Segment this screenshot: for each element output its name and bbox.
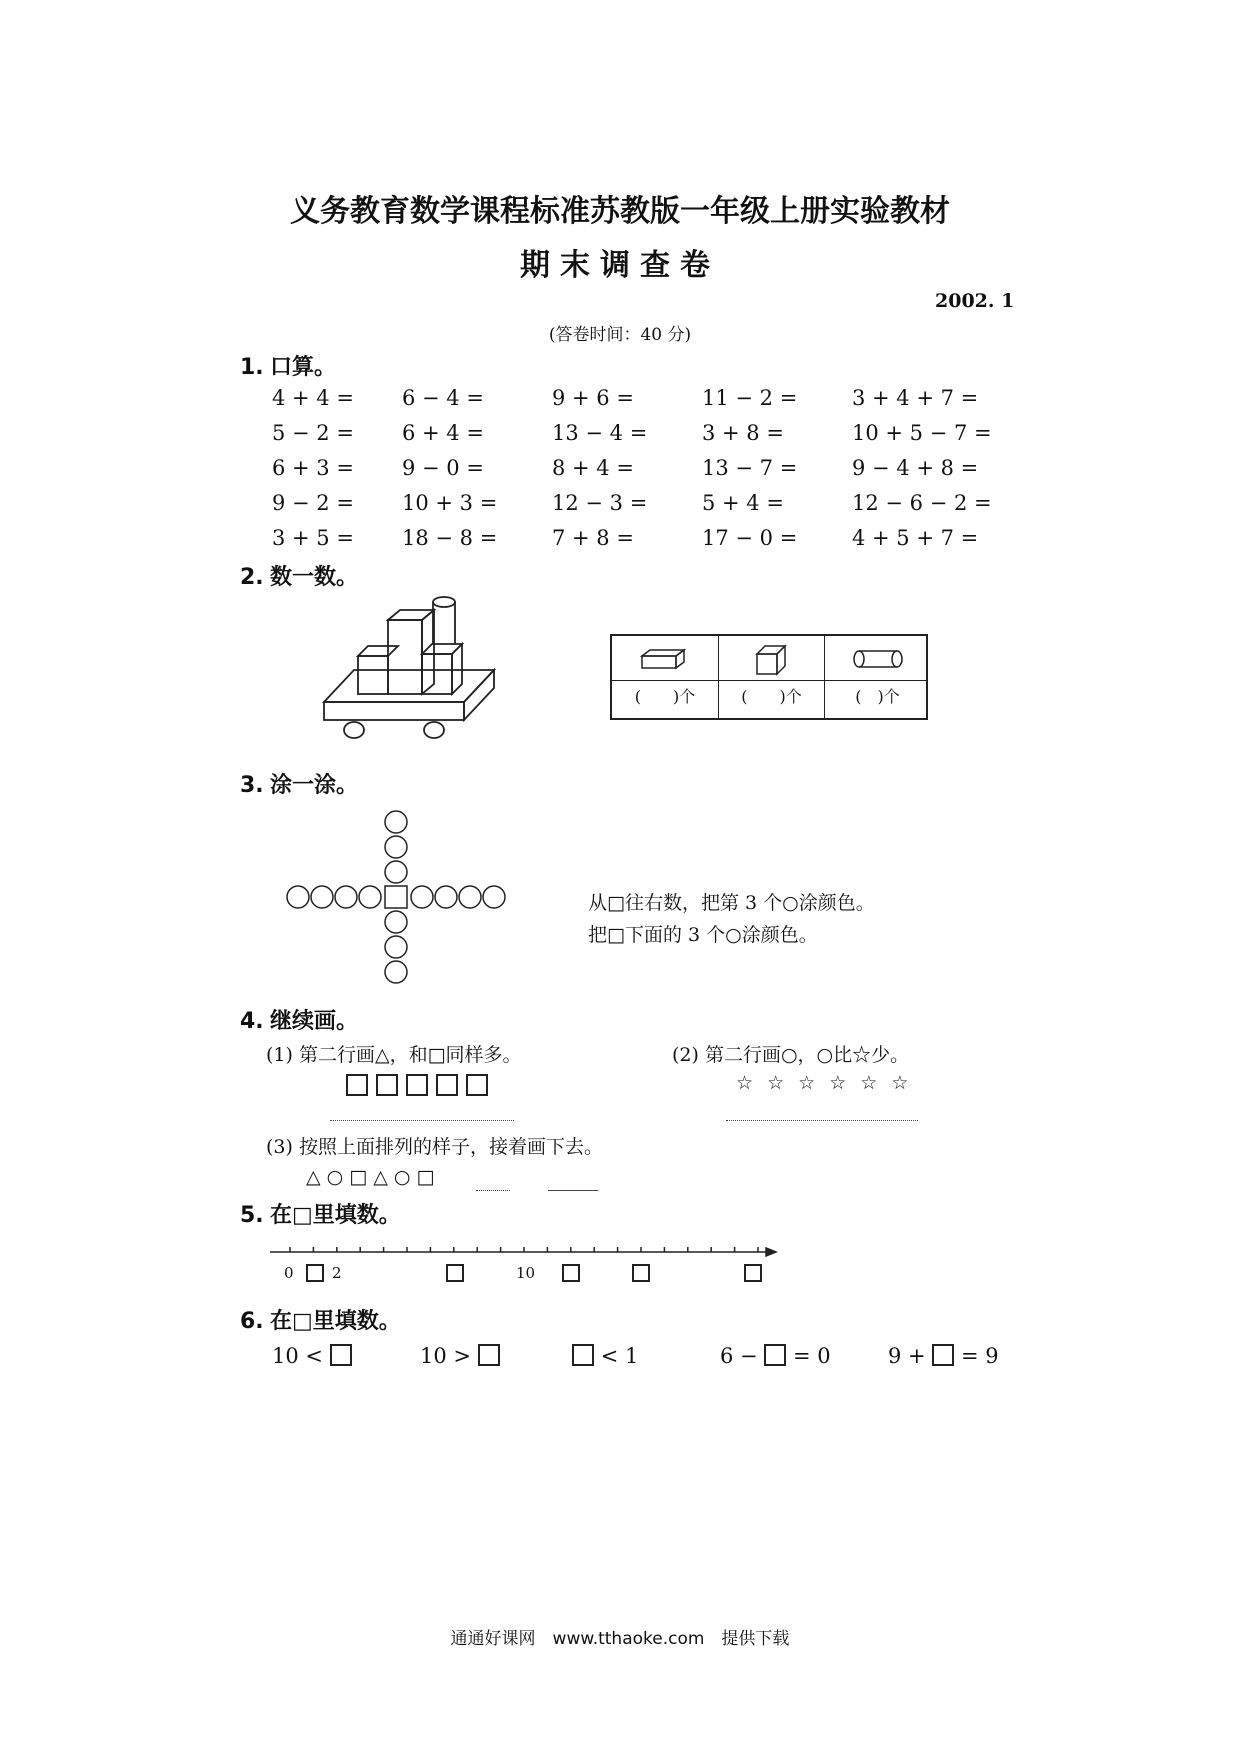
circle-cross-figure bbox=[276, 805, 516, 995]
oral-arithmetic-item: 9 + 6 = bbox=[552, 386, 634, 410]
number-line bbox=[270, 1240, 780, 1262]
shape-pattern: △ ○ □ △ ○ □ bbox=[306, 1166, 435, 1188]
circle-shape[interactable] bbox=[385, 936, 407, 958]
oral-arithmetic-item: 6 + 3 = bbox=[272, 456, 354, 480]
q6-item-5-left: 9 + bbox=[888, 1344, 926, 1368]
oral-arithmetic-item: 12 − 3 = bbox=[552, 491, 648, 515]
q3-instruction-1: 从□往右数，把第 3 个○涂颜色。 bbox=[588, 892, 875, 914]
block-train-figure bbox=[318, 592, 498, 742]
q6-item-3 bbox=[572, 1344, 638, 1368]
number-line-arrow bbox=[766, 1248, 776, 1256]
fill-box[interactable] bbox=[478, 1344, 500, 1366]
q6-heading-text: 在□里填数。 bbox=[270, 1309, 401, 1334]
q6-item-5-right: = 9 bbox=[961, 1344, 999, 1368]
number-blank-4[interactable] bbox=[632, 1264, 650, 1282]
oral-arithmetic-item: 5 + 4 = bbox=[702, 491, 784, 515]
q4-heading-text: 继续画。 bbox=[270, 1009, 359, 1034]
q2-heading bbox=[240, 560, 358, 591]
q4-part1: (1) 第二行画△，和□同样多。 bbox=[266, 1044, 522, 1066]
oral-arithmetic-item: 9 − 2 = bbox=[272, 491, 354, 515]
count-blank-3[interactable]: ( )个 bbox=[855, 687, 900, 706]
q2-heading-text: 数一数。 bbox=[270, 565, 359, 590]
q1-number: 1. bbox=[240, 355, 264, 380]
oral-arithmetic-item: 7 + 8 = bbox=[552, 526, 634, 550]
circle-shape[interactable] bbox=[359, 886, 381, 908]
q5-heading bbox=[240, 1198, 401, 1229]
oral-arithmetic-item: 13 − 7 = bbox=[702, 456, 798, 480]
q6-item-4-right: = 0 bbox=[793, 1344, 831, 1368]
number-line-label-2: 2 bbox=[332, 1264, 342, 1282]
time-note: (答卷时间：40 分) bbox=[548, 325, 692, 345]
circle-shape[interactable] bbox=[311, 886, 333, 908]
q4-part3: (3) 按照上面排列的样子，接着画下去。 bbox=[266, 1136, 603, 1158]
square-shape bbox=[466, 1074, 488, 1096]
count-blank-2[interactable]: ( )个 bbox=[741, 687, 802, 706]
q5-heading-text: 在□里填数。 bbox=[270, 1203, 401, 1228]
q4-heading bbox=[240, 1004, 358, 1035]
q6-item-2-left: 10 > bbox=[420, 1344, 471, 1368]
count-blank-1[interactable]: ( )个 bbox=[634, 687, 696, 706]
cylinder-icon bbox=[851, 648, 905, 670]
circle-shape[interactable] bbox=[385, 861, 407, 883]
oral-arithmetic-item: 12 − 6 − 2 = bbox=[852, 491, 992, 515]
answer-line-1[interactable] bbox=[330, 1120, 514, 1121]
oral-arithmetic-item: 10 + 5 − 7 = bbox=[852, 421, 992, 445]
q3-heading bbox=[240, 768, 358, 799]
fill-box[interactable] bbox=[330, 1344, 352, 1366]
circle-shape[interactable] bbox=[335, 886, 357, 908]
q6-heading bbox=[240, 1304, 401, 1335]
oral-arithmetic-item: 3 + 5 = bbox=[272, 526, 354, 550]
center-square bbox=[385, 886, 407, 908]
q3-instruction-2: 把□下面的 3 个○涂颜色。 bbox=[588, 924, 818, 946]
oral-arithmetic-item: 11 − 2 = bbox=[702, 386, 798, 410]
star-row: ☆ ☆ ☆ ☆ ☆ ☆ bbox=[736, 1072, 913, 1094]
square-shape bbox=[376, 1074, 398, 1096]
q6-item-5 bbox=[888, 1344, 999, 1368]
number-blank-1[interactable] bbox=[306, 1264, 324, 1282]
number-line-label-10: 10 bbox=[516, 1264, 536, 1282]
oral-arithmetic-item: 18 − 8 = bbox=[402, 526, 498, 550]
oral-arithmetic-item: 5 − 2 = bbox=[272, 421, 354, 445]
table-cell-cylinder bbox=[824, 636, 930, 718]
number-line-label-0: 0 bbox=[284, 1264, 294, 1282]
q6-item-4 bbox=[720, 1344, 831, 1368]
page-subtitle: 期末调查卷 bbox=[520, 248, 720, 283]
square-shape bbox=[406, 1074, 428, 1096]
answer-line-2[interactable] bbox=[726, 1120, 918, 1121]
q6-item-4-left: 6 − bbox=[720, 1344, 758, 1368]
q3-heading-text: 涂一涂。 bbox=[270, 773, 359, 798]
q4-number: 4. bbox=[240, 1009, 264, 1034]
oral-arithmetic-item: 10 + 3 = bbox=[402, 491, 498, 515]
circle-shape[interactable] bbox=[483, 886, 505, 908]
q5-number: 5. bbox=[240, 1203, 264, 1228]
q6-item-2 bbox=[420, 1344, 500, 1368]
fill-box[interactable] bbox=[932, 1344, 954, 1366]
oral-arithmetic-item: 17 − 0 = bbox=[702, 526, 798, 550]
square-shape bbox=[436, 1074, 458, 1096]
circle-shape[interactable] bbox=[435, 886, 457, 908]
number-blank-3[interactable] bbox=[562, 1264, 580, 1282]
number-blank-2[interactable] bbox=[446, 1264, 464, 1282]
oral-arithmetic-item: 8 + 4 = bbox=[552, 456, 634, 480]
oral-arithmetic-item: 6 + 4 = bbox=[402, 421, 484, 445]
pattern-blank-1[interactable] bbox=[476, 1190, 510, 1191]
q4-part2: (2) 第二行画○，○比☆少。 bbox=[672, 1044, 910, 1066]
circle-shape[interactable] bbox=[385, 961, 407, 983]
count-table bbox=[610, 634, 928, 720]
q3-number: 3. bbox=[240, 773, 264, 798]
q1-heading-text: 口算。 bbox=[270, 355, 337, 380]
oral-arithmetic-item: 4 + 4 = bbox=[272, 386, 354, 410]
oral-arithmetic-item: 9 − 0 = bbox=[402, 456, 484, 480]
oral-arithmetic-item: 6 − 4 = bbox=[402, 386, 484, 410]
page-title: 义务教育数学课程标准苏教版一年级上册实验教材 bbox=[290, 194, 950, 229]
table-cell-cube bbox=[718, 636, 824, 718]
q1-heading bbox=[240, 350, 336, 381]
oral-arithmetic-item: 9 − 4 + 8 = bbox=[852, 456, 979, 480]
oral-arithmetic-item: 13 − 4 = bbox=[552, 421, 648, 445]
circle-shape[interactable] bbox=[411, 886, 433, 908]
q2-number: 2. bbox=[240, 565, 264, 590]
cuboid-icon bbox=[640, 648, 690, 672]
pattern-blank-2[interactable] bbox=[548, 1190, 598, 1191]
fill-box[interactable] bbox=[764, 1344, 786, 1366]
circle-shape[interactable] bbox=[459, 886, 481, 908]
q6-item-1-left: 10 < bbox=[272, 1344, 323, 1368]
circle-shape[interactable] bbox=[287, 886, 309, 908]
exam-date: 2002. 1 bbox=[935, 290, 1015, 312]
square-row bbox=[346, 1074, 488, 1097]
circle-shape[interactable] bbox=[385, 911, 407, 933]
footer-credit: 通通好课网 www.tthaoke.com 提供下载 bbox=[450, 1629, 790, 1649]
oral-arithmetic-item: 3 + 8 = bbox=[702, 421, 784, 445]
circle-shape[interactable] bbox=[385, 836, 407, 858]
oral-arithmetic-item: 4 + 5 + 7 = bbox=[852, 526, 979, 550]
fill-box[interactable] bbox=[572, 1344, 594, 1366]
oral-arithmetic-item: 3 + 4 + 7 = bbox=[852, 386, 979, 410]
table-cell-cuboid bbox=[612, 636, 718, 718]
number-blank-5[interactable] bbox=[744, 1264, 762, 1282]
q6-number: 6. bbox=[240, 1309, 264, 1334]
square-shape bbox=[346, 1074, 368, 1096]
cube-icon bbox=[755, 644, 789, 676]
q6-item-1 bbox=[272, 1344, 352, 1368]
q6-item-3-right: < 1 bbox=[600, 1344, 639, 1368]
circle-shape[interactable] bbox=[385, 811, 407, 833]
